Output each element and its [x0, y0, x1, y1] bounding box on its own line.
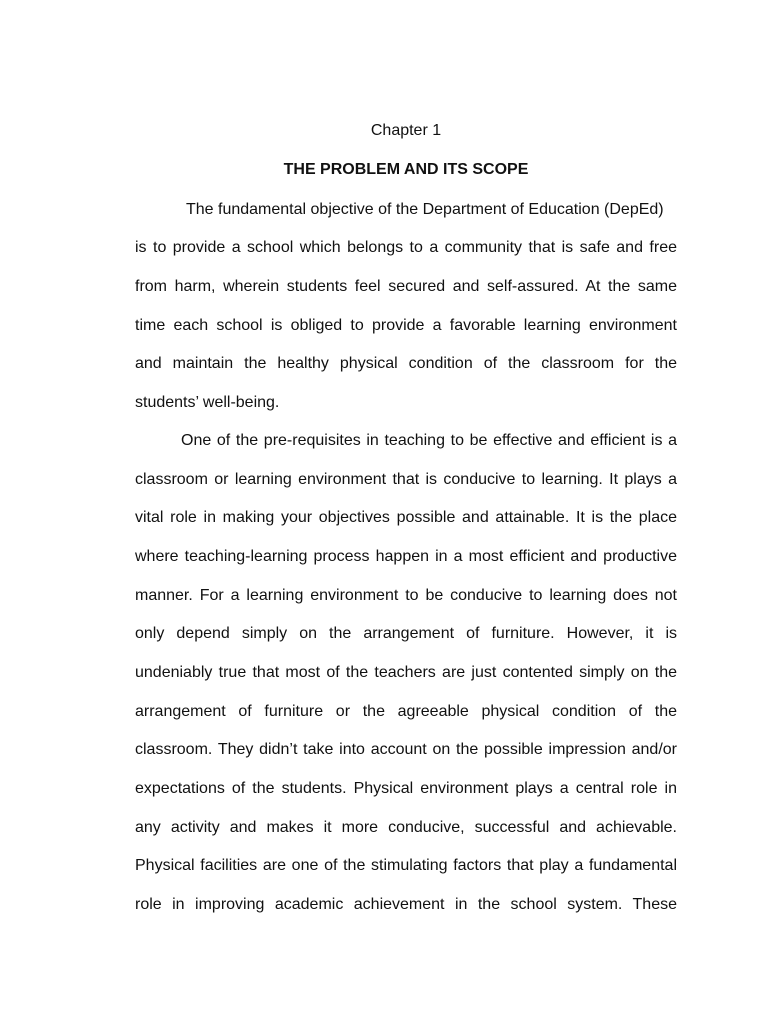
paragraph-2-line: manner. For a learning environment to be conducive to learning does not: [135, 587, 677, 604]
paragraph-2-line: classroom. They didn’t take into account on the possible impression and/or: [135, 741, 677, 758]
paragraph-1-line: and maintain the healthy physical condition of the classroom for the: [135, 355, 677, 372]
chapter-title: THE PROBLEM AND ITS SCOPE: [283, 161, 529, 178]
paragraph-1-line: time each school is obliged to provide a favorable learning environment: [135, 317, 677, 334]
paragraph-1-line: is to provide a school which belongs to a community that is safe and free: [135, 239, 677, 256]
paragraph-2-line: any activity and makes it more conducive, successful and achievable.: [135, 819, 677, 836]
paragraph-2-line: where teaching-learning process happen in a most efficient and productive: [135, 548, 677, 565]
paragraph-2-line: expectations of the students. Physical environment plays a central role in: [135, 780, 677, 797]
paragraph-2-line: arrangement of furniture or the agreeable physical condition of the: [135, 703, 677, 720]
paragraph-2-line: One of the pre-requisites in teaching to be effective and efficient is a: [181, 432, 677, 449]
paragraph-1-line: from harm, wherein students feel secured and self-assured. At the same: [135, 278, 677, 295]
paragraph-2-line: vital role in making your objectives possible and attainable. It is the place: [135, 509, 677, 526]
paragraph-2-line: classroom or learning environment that is conducive to learning. It plays a: [135, 471, 677, 488]
paragraph-2-line: undeniably true that most of the teachers are just contented simply on the: [135, 664, 677, 681]
chapter-label: Chapter 1: [370, 122, 442, 139]
paragraph-1-line: The fundamental objective of the Department of Education (DepEd): [186, 201, 664, 218]
paragraph-2-line: only depend simply on the arrangement of furniture. However, it is: [135, 625, 677, 642]
paragraph-1-line: students’ well-being.: [135, 394, 280, 411]
paragraph-2-line: role in improving academic achievement in the school system. These: [135, 896, 677, 913]
paragraph-2-line: Physical facilities are one of the stimulating factors that play a fundamental: [135, 857, 677, 874]
